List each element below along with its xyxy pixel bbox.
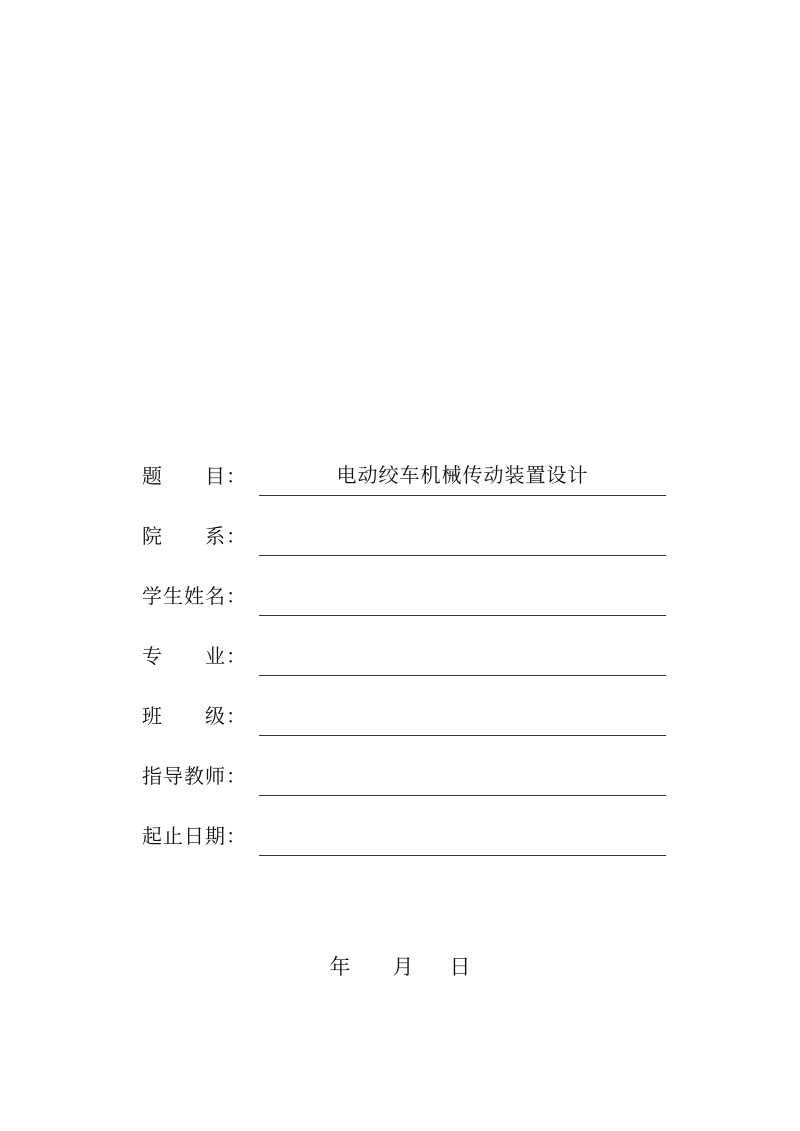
student-name-label: 学生姓名：: [142, 584, 247, 608]
class-field[interactable]: [259, 699, 666, 736]
major-label-second: 业：: [205, 644, 247, 668]
student-name-field[interactable]: [259, 579, 666, 616]
student-name-row: [142, 576, 666, 616]
title-value: 电动绞车机械传动装置设计: [336, 463, 589, 487]
advisor-row: [142, 756, 666, 796]
title-field[interactable]: [259, 459, 666, 496]
department-field[interactable]: [259, 519, 666, 556]
date-line: [0, 953, 800, 981]
class-label-first: 班: [142, 704, 163, 728]
title-label: [142, 464, 247, 488]
department-label-second: 系：: [205, 524, 247, 548]
dates-row: [142, 816, 666, 856]
major-row: [142, 636, 666, 676]
title-label-first: 题: [142, 464, 163, 488]
class-row: [142, 696, 666, 736]
dates-field[interactable]: [259, 819, 666, 856]
date-month: 月: [392, 955, 414, 979]
date-year: 年: [329, 955, 351, 979]
major-field[interactable]: [259, 639, 666, 676]
major-label: [142, 644, 247, 668]
department-label-first: 院: [142, 524, 163, 548]
dates-label: 起止日期：: [142, 824, 247, 848]
date-day: 日: [449, 955, 471, 979]
class-label-second: 级：: [205, 704, 247, 728]
advisor-label: 指导教师：: [142, 764, 247, 788]
department-row: [142, 516, 666, 556]
department-label: [142, 524, 247, 548]
class-label: [142, 704, 247, 728]
major-label-first: 专: [142, 644, 163, 668]
advisor-field[interactable]: [259, 759, 666, 796]
title-row: [142, 456, 666, 496]
title-label-second: 目：: [205, 464, 247, 488]
